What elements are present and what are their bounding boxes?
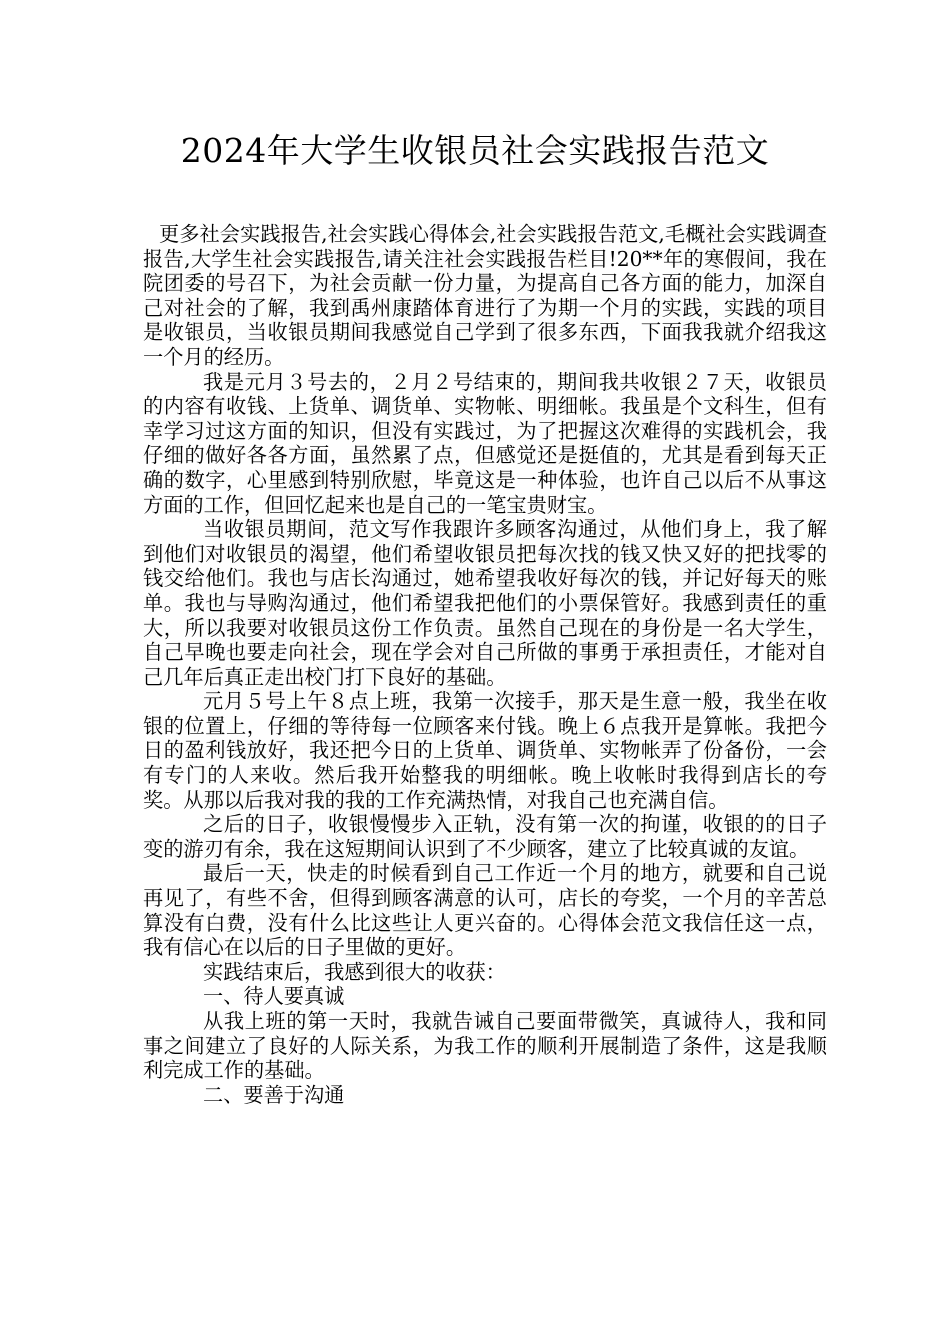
section-heading-sincerity: 一、待人要真诚 [203, 984, 345, 1009]
paragraph-sincerity: 从我上班的第一天时，我就告诫自己要面带微笑，真诚待人，我和同事之间建立了良好的人际关系，为我工作的顺利开展制造了条件，这是我顺利完成工作的基础。 [143, 1009, 827, 1083]
document-body [143, 222, 827, 1107]
paragraph-intro: 更多社会实践报告,社会实践心得体会,社会实践报告范文,毛概社会实践调查报告,大学生社会实践报告,请关注社会实践报告栏目!20**年的寒假间，我在院团委的号召下，为社会贡献一份力量，为提高自己各方面的能力，加深自己对社会的了解，我到禹州康踏体育进行了为期一个月的实践，实践的项目是收银员，当收银员期间我感觉自己学到了很多东西，下面我我就介绍我这一个月的经历。 [143, 222, 827, 369]
paragraph-last-day: 最后一天，快走的时候看到自己工作近一个月的地方，就要和自己说再见了，有些不舍，但得到顾客满意的认可，店长的夸奖，一个月的辛苦总算没有白费，没有什么比这些让人更兴奋的。心得体会范文我信任这一点，我有信心在以后的日子里做的更好。 [143, 861, 827, 960]
paragraph-routine: 之后的日子，收银慢慢步入正轨，没有第一次的拘谨，收银的的日子变的游刃有余，我在这短期间认识到了不少顾客，建立了比较真诚的友谊。 [143, 812, 827, 861]
paragraph-schedule: 我是元月３号去的，２月２号结束的，期间我共收银２７天，收银员的内容有收钱、上货单、调货单、实物帐、明细帐。我虽是个文科生，但有幸学习过这方面的知识，但没有实践过，为了把握这次难得的实践机会，我仔细的做好各各方面，虽然累了点，但感觉还是挺值的，尤其是看到每天正确的数字，心里感到特别欣慰，毕竟这是一种体验，也许自己以后不从事这方面的工作，但回忆起来也是自己的一笔宝贵财宝。 [143, 369, 827, 517]
document-title: 2024年大学生收银员社会实践报告范文 [180, 131, 770, 170]
section-heading-communication: 二、要善于沟通 [203, 1082, 345, 1107]
paragraph-communication: 当收银员期间，范文写作我跟许多顾客沟通过，从他们身上，我了解到他们对收银员的渴望，他们希望收银员把每次找的钱又快又好的把找零的钱交给他们。我也与店长沟通过，她希望我收好每次的钱，并记好每天的账单。我也与导购沟通过，他们希望我把他们的小票保管好。我感到责任的重大，所以我要对收银员这份工作负责。虽然自己现在的身份是一名大学生，自己早晚也要走向社会，现在学会对自己所做的事勇于承担责任，才能对自己几年后真正走出校门打下良好的基础。 [143, 517, 827, 689]
paragraph-first-day: 元月５号上午８点上班，我第一次接手，那天是生意一般，我坐在收银的位置上，仔细的等待每一位顾客来付钱。晚上６点我开是算帐。我把今日的盈利钱放好，我还把今日的上货单、调货单、实物帐弄了份备份，一会有专门的人来收。然后我开始整我的明细帐。晚上收帐时我得到店长的夸奖。从那以后我对我的我的工作充满热情，对我自己也充满自信。 [143, 689, 827, 812]
paragraph-gains: 实践结束后，我感到很大的收获： [203, 959, 506, 984]
